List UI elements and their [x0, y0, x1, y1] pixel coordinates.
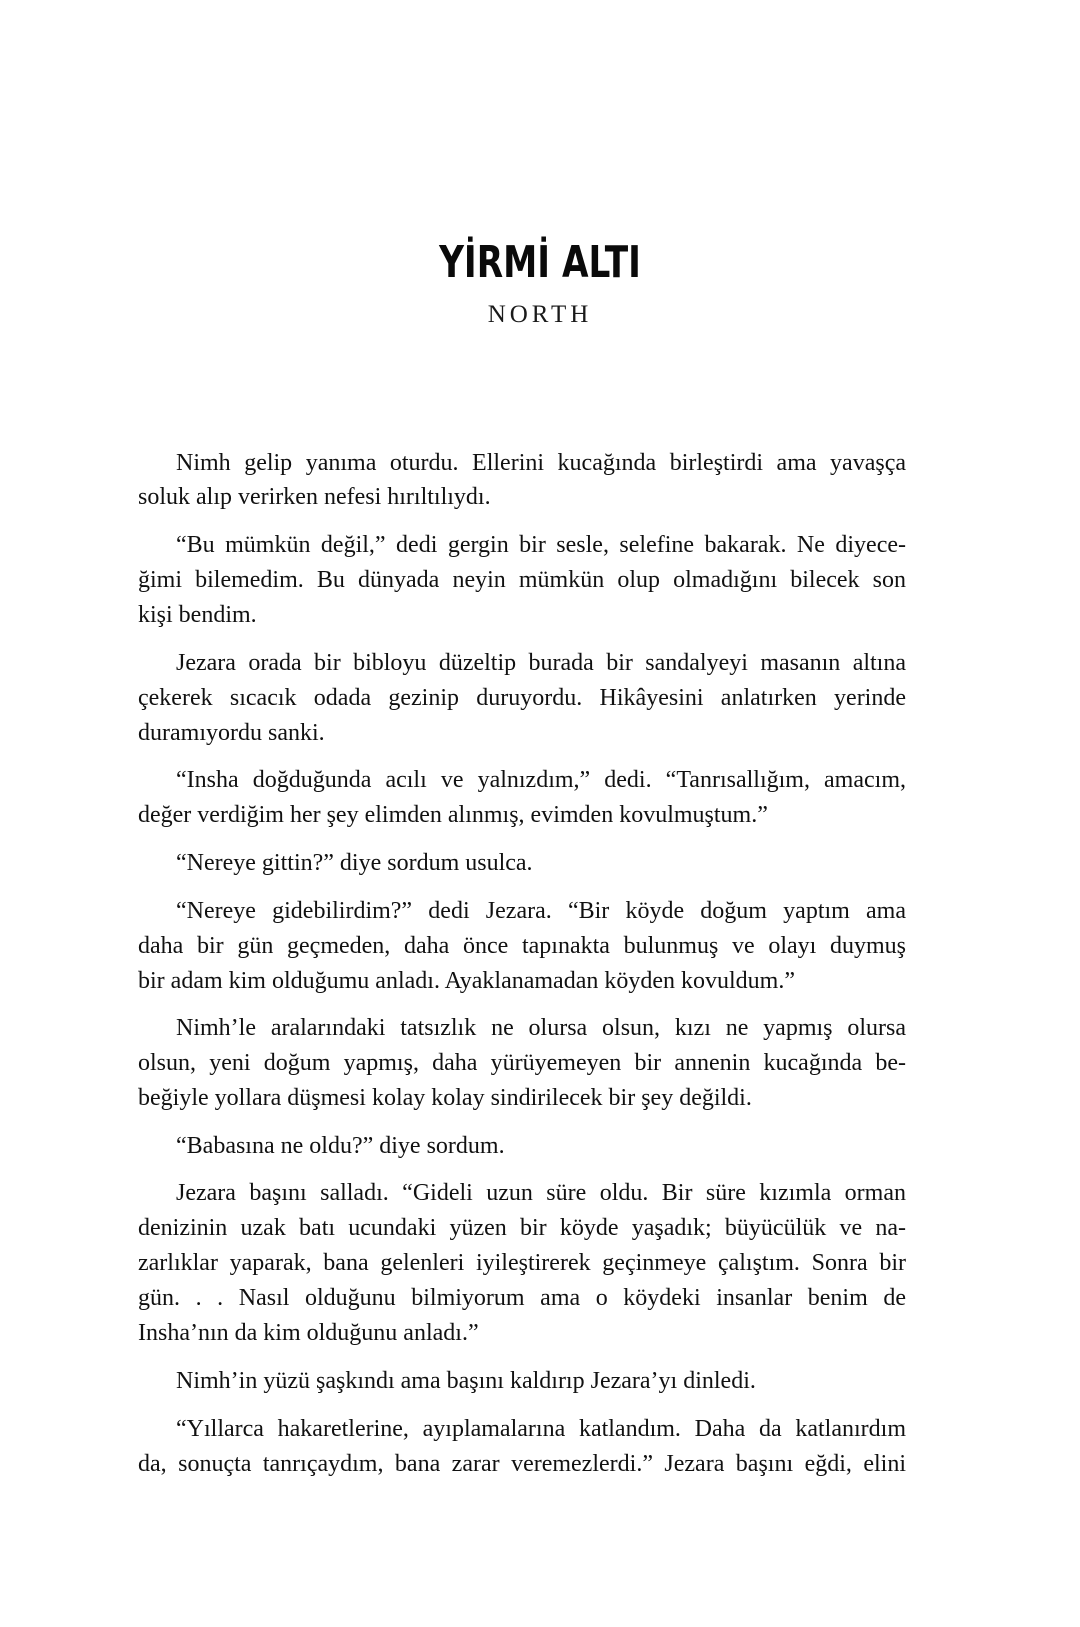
text-line: Jezara orada bir bibloyu düzeltip burada bir sandalyeyi masanın altına	[176, 650, 906, 676]
text-line: olsun, yeni doğum yapmış, daha yürüyemeyen bir annenin kucağında be-	[138, 1050, 906, 1076]
text-line: değer verdiğim her şey elimden alınmış, evimden kovulmuştum.”	[138, 802, 768, 828]
text-line: daha bir gün geçmeden, daha önce tapınakta bulunmuş ve olayı duymuş	[138, 933, 906, 959]
text-line: beğiyle yollara düşmesi kolay kolay sindirilecek bir şey değildi.	[138, 1085, 752, 1111]
text-line: ğimi bilemedim. Bu dünyada neyin mümkün olup olmadığını bilecek son	[138, 567, 906, 593]
text-line: Insha’nın da kim olduğunu anladı.”	[138, 1320, 479, 1346]
text-line: da, sonuçta tanrıçaydım, bana zarar veremezlerdi.” Jezara başını eğdi, elini	[138, 1451, 906, 1477]
text-line: “Nereye gittin?” diye sordum usulca.	[176, 850, 533, 876]
text-line: Jezara başını salladı. “Gideli uzun süre oldu. Bir süre kızımla orman	[176, 1180, 906, 1206]
chapter-subtitle: NORTH	[487, 301, 593, 328]
text-line: “Yıllarca hakaretlerine, ayıplamalarına katlandım. Daha da katlanırdım	[176, 1416, 906, 1442]
text-line: çekerek sıcacık odada gezinip duruyordu. Hikâyesini anlatırken yerinde	[138, 685, 906, 711]
text-line: “Insha doğduğunda acılı ve yalnızdım,” dedi. “Tanrısallığım, amacım,	[176, 767, 906, 793]
text-line: “Babasına ne oldu?” diye sordum.	[176, 1133, 505, 1159]
text-line: Nimh gelip yanıma oturdu. Ellerini kucağında birleştirdi ama yavaşça	[176, 450, 906, 476]
text-line: zarlıklar yaparak, bana gelenleri iyileştirerek geçinmeye çalıştım. Sonra bir	[138, 1250, 906, 1276]
text-line: “Bu mümkün değil,” dedi gergin bir sesle, selefine bakarak. Ne diyece-	[176, 532, 906, 558]
text-line: kişi bendim.	[138, 602, 257, 628]
text-line: denizinin uzak batı ucundaki yüzen bir köyde yaşadık; büyücülük ve na-	[138, 1215, 906, 1241]
text-line: soluk alıp verirken nefesi hırıltılıydı.	[138, 484, 491, 510]
text-line: bir adam kim olduğumu anladı. Ayaklanamadan köyden kovuldum.”	[138, 968, 795, 994]
chapter-title: YİRMİ ALTI	[439, 237, 641, 288]
text-line: Nimh’in yüzü şaşkındı ama başını kaldırıp Jezara’yı dinledi.	[176, 1368, 756, 1394]
text-line: “Nereye gidebilirdim?” dedi Jezara. “Bir köyde doğum yaptım ama	[176, 898, 906, 924]
text-line: duramıyordu sanki.	[138, 720, 325, 746]
text-line: Nimh’le aralarındaki tatsızlık ne olursa olsun, kızı ne yapmış olursa	[176, 1015, 906, 1041]
text-line: gün. . . Nasıl olduğunu bilmiyorum ama o köydeki insanlar benim de	[138, 1285, 906, 1311]
